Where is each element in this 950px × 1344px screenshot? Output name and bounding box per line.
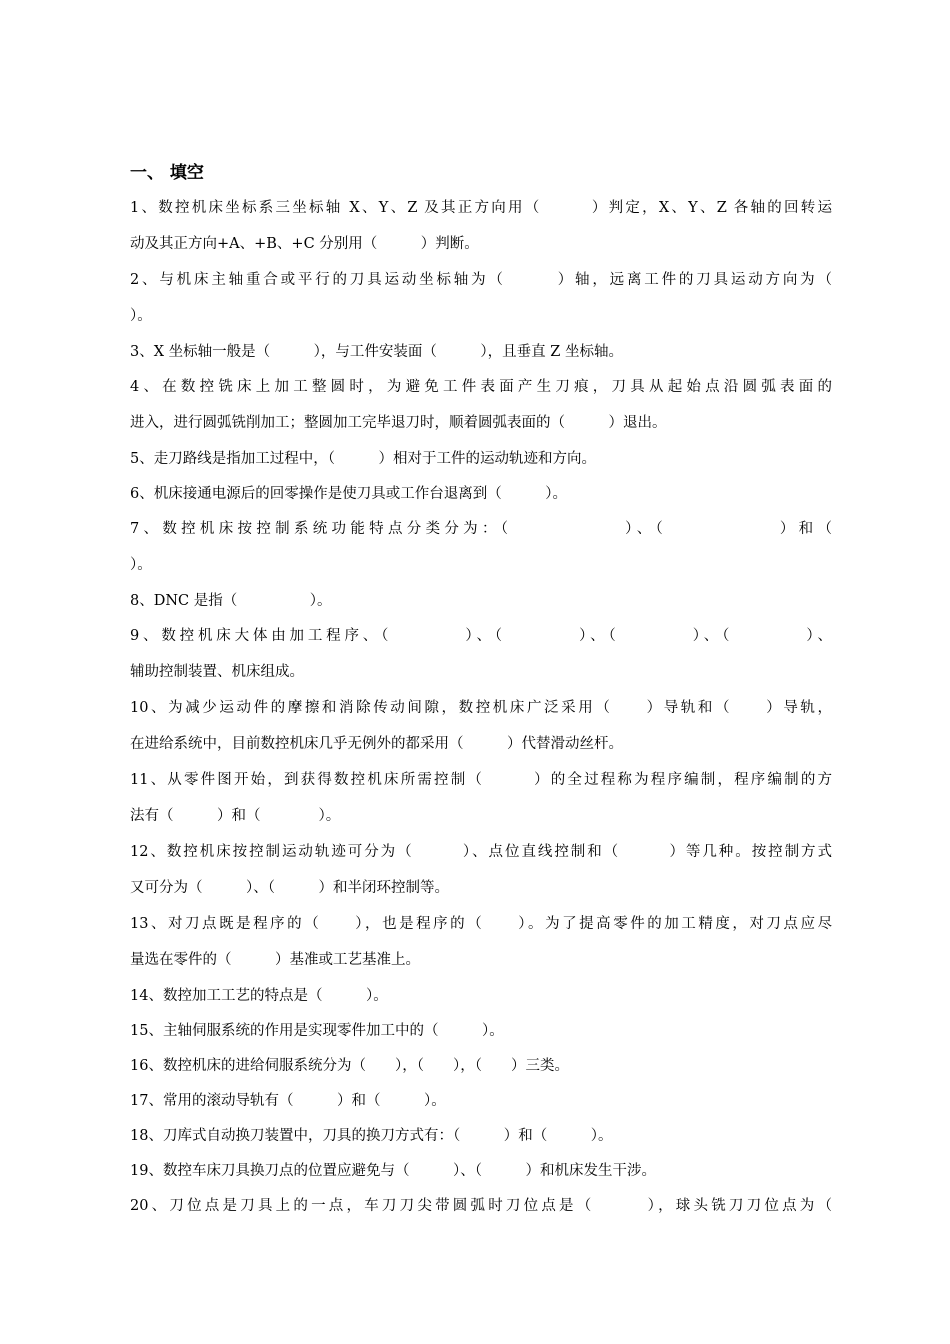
question-6-line-1: 6、机床接通电源后的回零操作是使刀具或工作台退离到（ ）。: [130, 486, 567, 502]
question-3-line-1: 3、X 坐标轴一般是（ ），与工件安装面（ ），且垂直 Z 坐标轴。: [130, 344, 623, 360]
exam-page: [130, 155, 832, 1224]
question-18-line-1: 18、刀库式自动换刀装置中，刀具的换刀方式有：（ ）和（ ）。: [130, 1128, 613, 1144]
question-12-line-1: 12、数控机床按控制运动轨迹可分为（ ）、点位直线控制和（ ）等几种。按控制方式: [130, 844, 832, 860]
question-10-line-2: 在进给系统中，目前数控机床几乎无例外的都采用（ ）代替滑动丝杆。: [130, 736, 623, 752]
question-7-line-1: 7、数控机床按控制系统功能特点分类分为：（ ）、（ ）和（: [130, 521, 832, 537]
question-2-line-2: ）。: [130, 308, 152, 324]
question-9-line-2: 辅助控制装置、机床组成。: [130, 664, 304, 680]
question-1-line-1: 1、数控机床坐标系三坐标轴 X、Y、Z 及其正方向用（ ）判定，X、Y、Z 各轴的回转运: [130, 200, 832, 216]
question-17-line-1: 17、常用的滚动导轨有（ ）和（ ）。: [130, 1093, 446, 1109]
question-19-line-1: 19、数控车床刀具换刀点的位置应避免与（ ）、（ ）和机床发生干涉。: [130, 1163, 656, 1179]
question-1-line-2: 动及其正方向+A、+B、+C 分别用（ ）判断。: [130, 236, 479, 252]
question-15-line-1: 15、主轴伺服系统的作用是实现零件加工中的（ ）。: [130, 1023, 504, 1039]
section-title-fill-in-blank: 一、 填空: [130, 163, 204, 183]
question-13-line-2: 量选在零件的（ ）基准或工艺基准上。: [130, 952, 420, 968]
question-11-line-2: 法有（ ）和（ ）。: [130, 808, 341, 824]
question-5-line-1: 5、走刀路线是指加工过程中，（ ）相对于工件的运动轨迹和方向。: [130, 451, 596, 467]
question-13-line-1: 13、对刀点既是程序的（ ），也是程序的（ ）。为了提高零件的加工精度，对刀点应尽: [130, 916, 832, 932]
question-10-line-1: 10、为减少运动件的摩擦和消除传动间隙，数控机床广泛采用（ ）导轨和（ ）导轨，: [130, 700, 832, 716]
question-8-line-1: 8、DNC 是指（ ）。: [130, 593, 332, 609]
question-4-line-2: 进入，进行圆弧铣削加工；整圆加工完毕退刀时，顺着圆弧表面的（ ）退出。: [130, 415, 667, 431]
question-11-line-1: 11、从零件图开始，到获得数控机床所需控制（ ）的全过程称为程序编制，程序编制的方: [130, 772, 832, 788]
question-9-line-1: 9、数控机床大体由加工程序、（ ）、（ ）、（ ）、（ ）、: [130, 628, 832, 644]
question-7-line-2: ）。: [130, 557, 152, 573]
question-12-line-2: 又可分为（ ）、（ ）和半闭环控制等。: [130, 880, 449, 896]
question-16-line-1: 16、数控机床的进给伺服系统分为（ ），（ ），（ ）三类。: [130, 1058, 569, 1074]
question-20-line-1: 20、刀位点是刀具上的一点，车刀刀尖带圆弧时刀位点是（ ），球头铣刀刀位点为（: [130, 1198, 832, 1214]
question-2-line-1: 2、与机床主轴重合或平行的刀具运动坐标轴为（ ）轴，远离工件的刀具运动方向为（: [130, 272, 832, 288]
question-4-line-1: 4、在数控铣床上加工整圆时，为避免工件表面产生刀痕，刀具从起始点沿圆弧表面的: [130, 379, 832, 395]
question-14-line-1: 14、数控加工工艺的特点是（ ）。: [130, 988, 388, 1004]
